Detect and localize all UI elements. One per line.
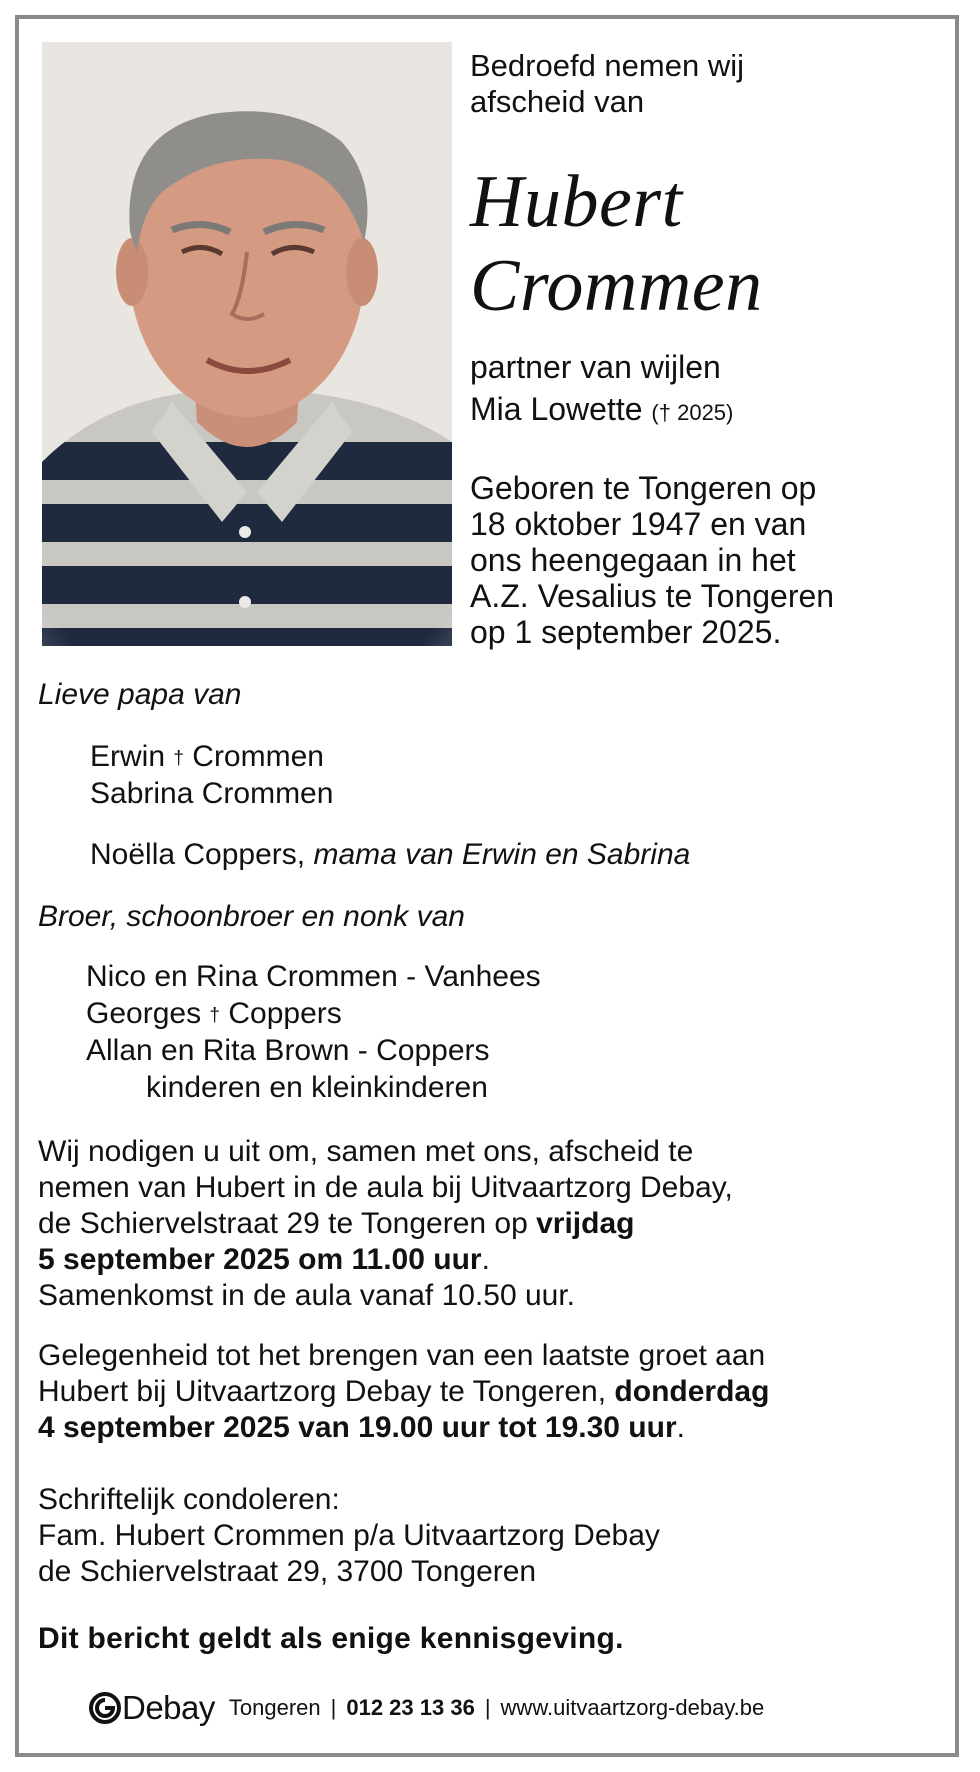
born-line: ons heengegaan in het: [470, 542, 796, 578]
visit-line: [38, 1374, 769, 1410]
born-line: A.Z. Vesalius te Tongeren: [470, 578, 835, 614]
visit-datetime: 4 september 2025 van 19.00 uur tot 19.30 uur: [38, 1411, 677, 1444]
born-line: 18 oktober 1947 en van: [470, 506, 807, 542]
partner-info: [470, 346, 733, 434]
cross-mark: †: [209, 1005, 220, 1026]
invite-datetime: 5 september 2025 om 11.00 uur: [38, 1243, 482, 1276]
condo-line: Fam. Hubert Crommen p/a Uitvaartzorg Debay: [38, 1519, 660, 1552]
born-line: Geboren te Tongeren op: [470, 470, 817, 506]
partner-note: († 2025): [651, 400, 734, 425]
visit-text: Hubert bij Uitvaartzorg Debay te Tongeren,: [38, 1375, 615, 1408]
funeral-invitation: [38, 1134, 733, 1314]
brother-heading: Broer, schoonbroer en nonk van: [38, 900, 465, 933]
condolence-address: [38, 1482, 660, 1590]
child-last-name: Crommen: [192, 740, 324, 773]
sibling-line: Nico en Rina Crommen - Vanhees: [86, 960, 541, 993]
sibling-line: Allan en Rita Brown - Coppers: [86, 1034, 490, 1067]
visitation-info: [38, 1338, 769, 1446]
papa-heading: Lieve papa van: [38, 678, 242, 711]
mother-line: [90, 836, 690, 873]
footer-city: Tongeren: [228, 1695, 321, 1720]
invite-day: vrijdag: [536, 1207, 635, 1240]
invite-punct: .: [481, 1243, 490, 1276]
intro-text: [470, 48, 744, 120]
invite-line: [38, 1242, 733, 1278]
invite-line: Samenkomst in de aula vanaf 10.50 uur.: [38, 1279, 576, 1312]
intro-line: Bedroefd nemen wij: [470, 48, 744, 83]
siblings-list: [86, 958, 541, 1106]
birth-death-info: [470, 470, 834, 650]
visit-day: donderdag: [614, 1375, 770, 1408]
sibling-first-name: Georges: [86, 997, 202, 1030]
footer-phone[interactable]: 012 23 13 36: [346, 1695, 475, 1720]
partner-name: Mia Lowette: [470, 391, 643, 427]
footer: [88, 1686, 764, 1730]
mother-name: Noëlla Coppers,: [90, 838, 306, 871]
debay-logo-text: Debay: [122, 1689, 215, 1726]
debay-logo: [88, 1689, 215, 1727]
last-name: Crommen: [470, 245, 763, 327]
sibling-line: [86, 995, 541, 1032]
invite-line: Wij nodigen u uit om, samen met ons, afscheid te: [38, 1135, 694, 1168]
deceased-name: [470, 160, 763, 328]
condo-line: Schriftelijk condoleren:: [38, 1483, 340, 1516]
footer-divider: |: [484, 1695, 491, 1720]
children-list: [90, 738, 333, 812]
invite-line: nemen van Hubert in de aula bij Uitvaartzorg Debay,: [38, 1171, 733, 1204]
invite-line: [38, 1206, 733, 1242]
visit-line: [38, 1410, 769, 1446]
descendants-line: kinderen en kleinkinderen: [146, 1071, 488, 1104]
intro-line: afscheid van: [470, 84, 645, 119]
child-sabrina: Sabrina Crommen: [90, 777, 334, 810]
debay-logo-icon: [88, 1691, 122, 1725]
visit-punct: .: [676, 1411, 685, 1444]
footer-divider: |: [330, 1695, 337, 1720]
partner-line: partner van wijlen: [470, 349, 721, 385]
footer-website[interactable]: www.uitvaartzorg-debay.be: [500, 1695, 765, 1720]
child-erwin: [90, 738, 333, 775]
sibling-last-name: Coppers: [228, 997, 342, 1030]
portrait-photo: [42, 42, 452, 646]
first-name: Hubert: [470, 161, 683, 243]
condo-line: de Schiervelstraat 29, 3700 Tongeren: [38, 1555, 537, 1588]
born-line: op 1 september 2025.: [470, 614, 782, 650]
cross-mark: †: [173, 748, 184, 769]
visit-line: Gelegenheid tot het brengen van een laatste groet aan: [38, 1339, 766, 1372]
notice-statement: Dit bericht geldt als enige kennisgeving.: [38, 1622, 624, 1655]
child-first-name: Erwin: [90, 740, 166, 773]
invite-text: de Schiervelstraat 29 te Tongeren op: [38, 1207, 537, 1240]
portrait-illustration: [42, 42, 452, 646]
mother-note: mama van Erwin en Sabrina: [313, 838, 691, 871]
